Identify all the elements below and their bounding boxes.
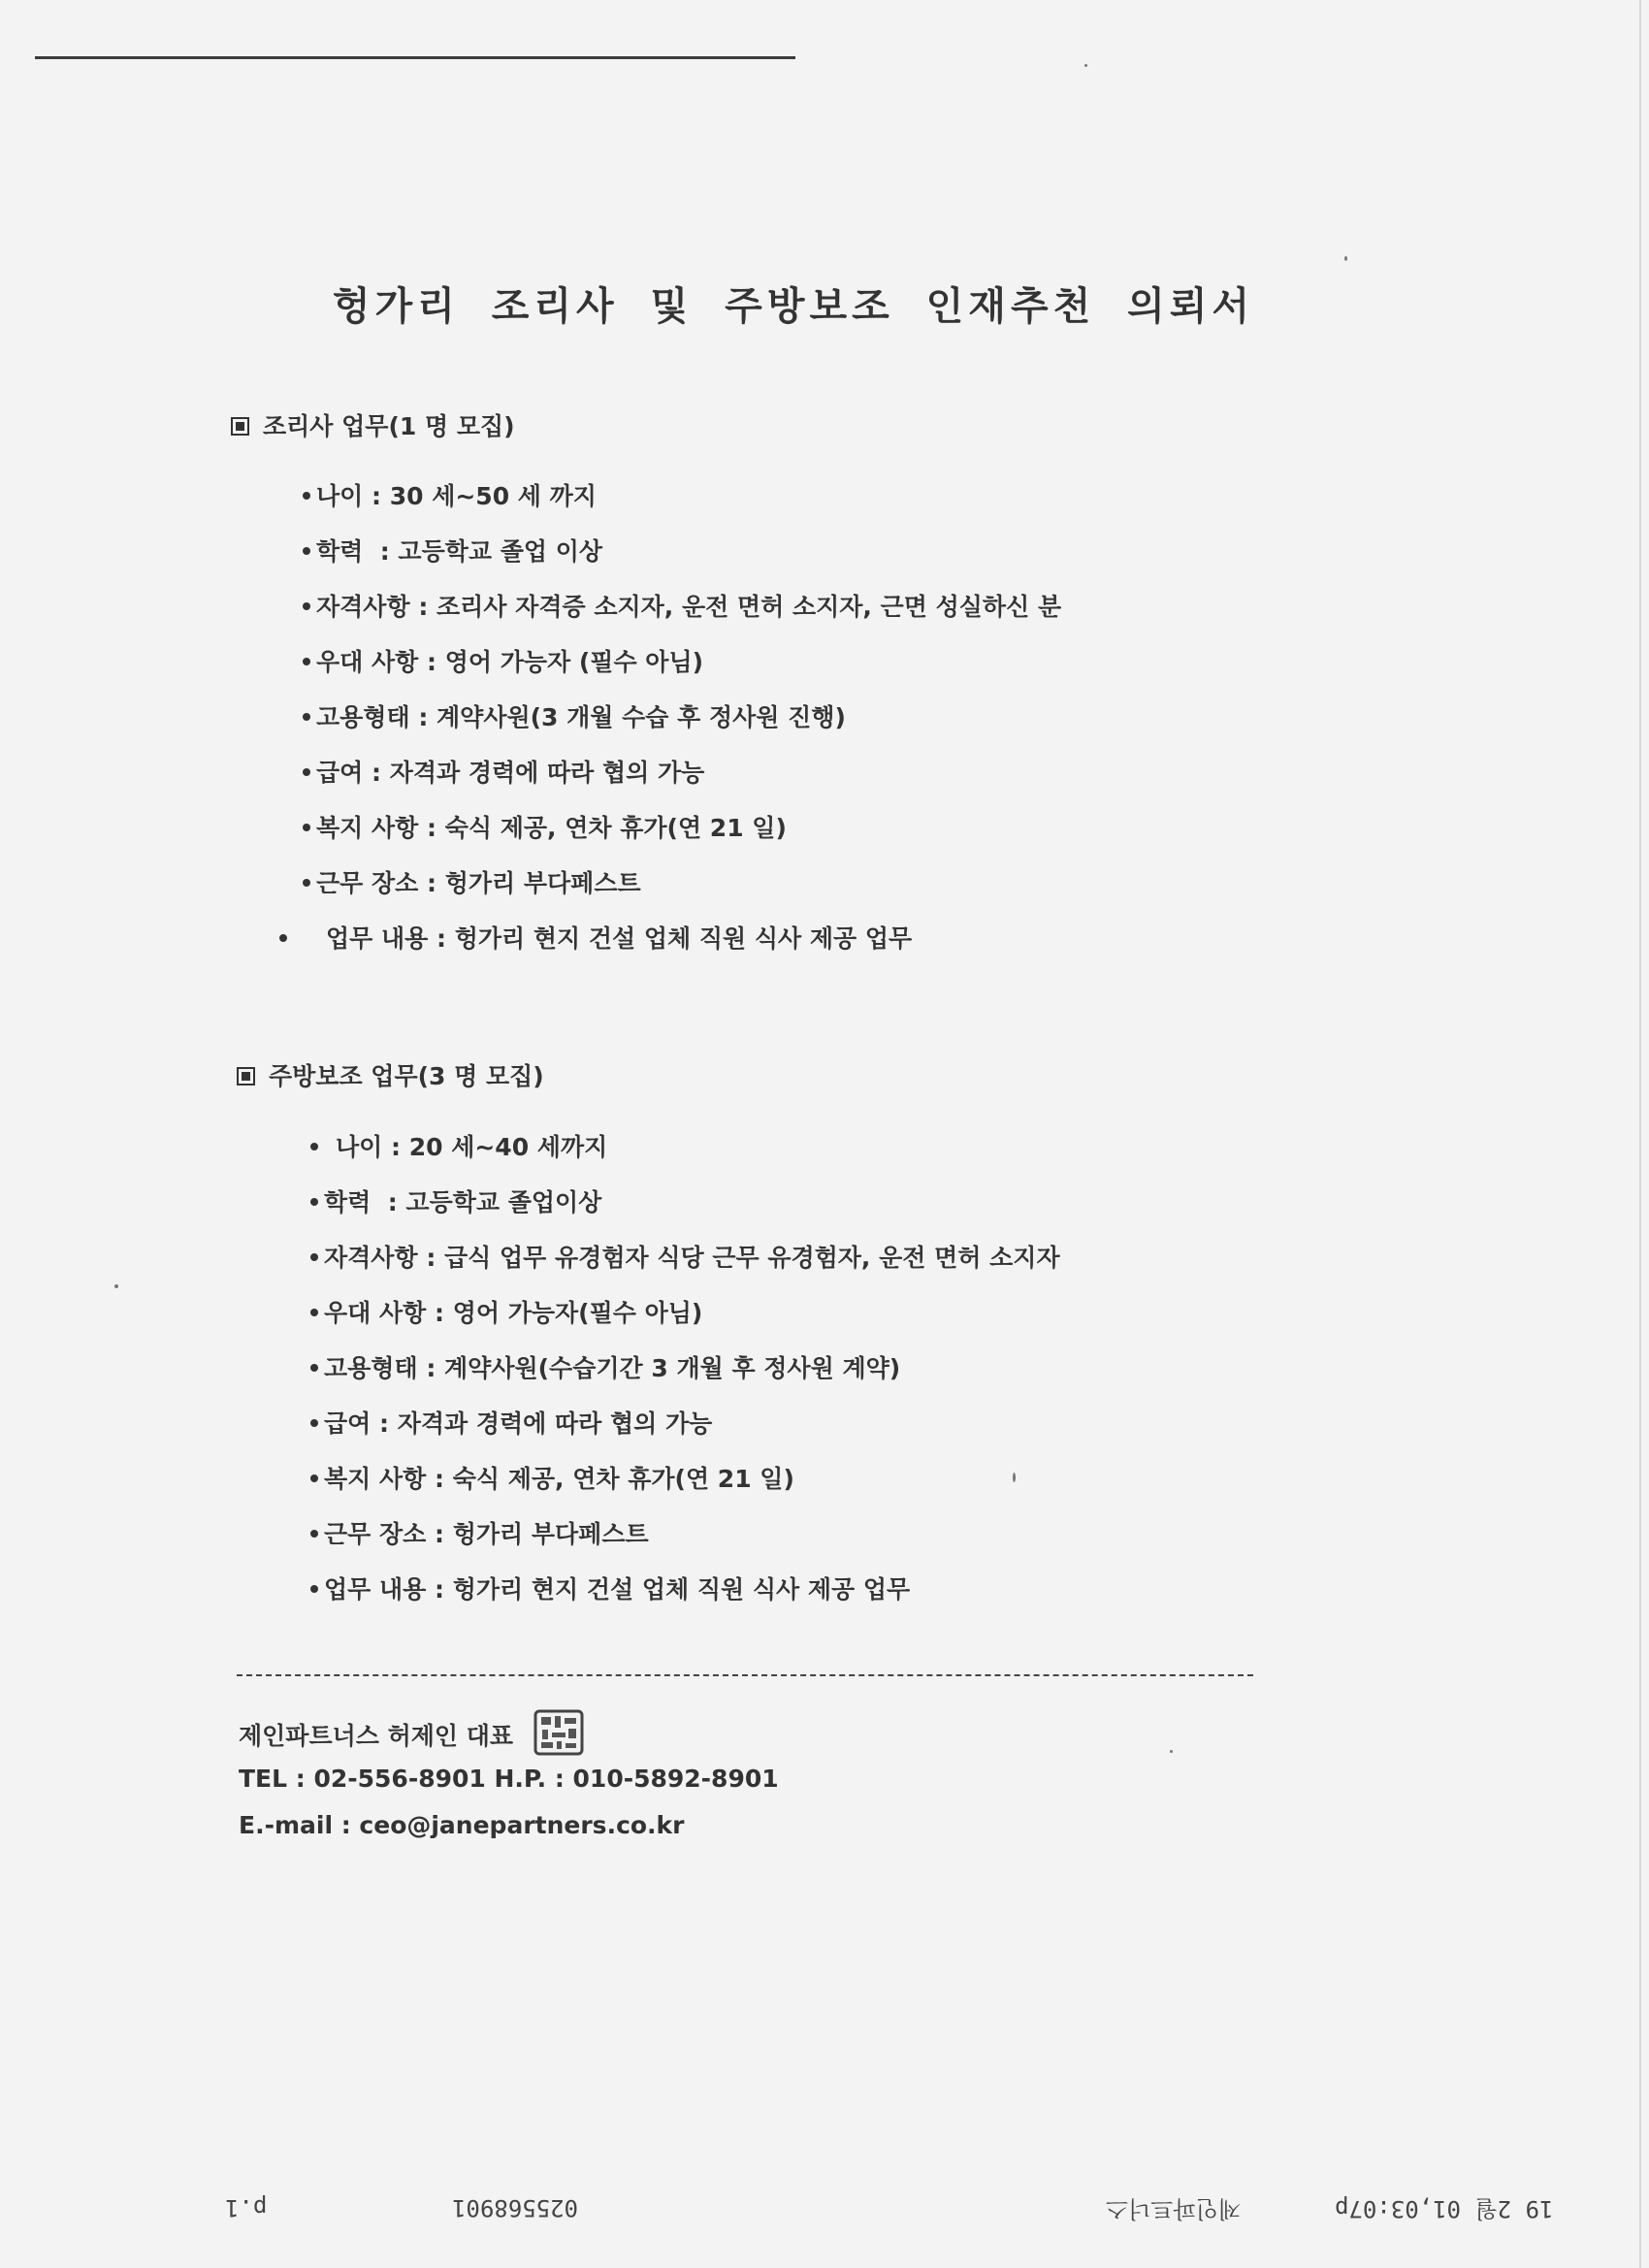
list-item xyxy=(303,745,1061,800)
fax-timestamp: 19 2월 01,03:07p xyxy=(1335,2195,1554,2222)
bullet-icon xyxy=(279,934,287,942)
square-bullet-icon xyxy=(237,1067,255,1085)
item-label: 복지 사항 xyxy=(316,814,419,842)
item-separator: : xyxy=(418,648,445,676)
item-value: 헝가리 현지 건설 업체 직원 식사 제공 업무 xyxy=(452,1575,911,1604)
item-label: 우대 사항 xyxy=(324,1299,427,1327)
section-heading-text: 주방보조 업무(3 명 모집) xyxy=(269,1062,544,1090)
item-separator: : xyxy=(426,1575,453,1604)
square-bullet-icon xyxy=(231,417,249,436)
item-label: 업무 내용 xyxy=(324,1575,427,1604)
bullet-icon xyxy=(310,1364,318,1372)
item-separator: : xyxy=(371,1188,406,1216)
scan-speck xyxy=(1344,256,1347,261)
item-label: 나이 xyxy=(336,1133,383,1161)
item-separator: : xyxy=(418,814,445,842)
item-label: 자격사항 xyxy=(316,593,410,621)
item-value: 고등학교 졸업 이상 xyxy=(398,537,603,566)
item-label: 우대 사항 xyxy=(316,648,419,676)
list-item xyxy=(310,1230,1060,1285)
list-item xyxy=(279,911,1061,966)
bullet-icon xyxy=(310,1419,318,1427)
item-label: 자격사항 xyxy=(324,1244,418,1272)
bullet-icon xyxy=(310,1253,318,1261)
item-value: 조리사 자격증 소지자, 운전 면허 소지자, 근면 성실하신 분 xyxy=(436,593,1062,621)
list-item xyxy=(310,1507,1060,1562)
item-separator: : xyxy=(417,1354,445,1382)
scan-speck xyxy=(1013,1473,1016,1482)
fax-number: 025568901 xyxy=(452,2194,579,2221)
item-separator: : xyxy=(426,1520,453,1548)
bullet-icon xyxy=(303,768,310,776)
section-heading-cook xyxy=(231,407,515,442)
bullet-icon xyxy=(303,658,310,665)
list-item xyxy=(303,800,1061,856)
item-separator: : xyxy=(417,1244,445,1272)
item-separator: : xyxy=(428,924,455,953)
contact-name: 제인파트너스 허제인 대표 xyxy=(239,1722,514,1750)
item-value: 숙식 제공, 연차 휴가(연 21 일) xyxy=(452,1465,794,1493)
contact-phone-line: TEL : 02-556-8901 H.P. : 010-5892-8901 xyxy=(239,1765,779,1793)
bullet-icon xyxy=(310,1198,318,1206)
list-item xyxy=(310,1562,1060,1617)
list-item xyxy=(310,1175,1060,1230)
bullet-icon xyxy=(310,1530,318,1538)
list-item xyxy=(310,1451,1060,1507)
item-value: 자격과 경력에 따라 협의 가능 xyxy=(397,1409,713,1438)
document-title: 헝가리 조리사 및 주방보조 인재추천 의뢰서 xyxy=(332,284,1255,329)
bullet-icon xyxy=(310,1309,318,1316)
item-value: 30 세~50 세 까지 xyxy=(389,482,597,510)
item-label: 학력 xyxy=(316,537,364,566)
item-value: 숙식 제공, 연차 휴가(연 21 일) xyxy=(444,814,787,842)
top-rule xyxy=(35,56,795,59)
item-label: 급여 xyxy=(316,759,364,787)
item-separator: : xyxy=(371,1409,398,1438)
bullet-icon xyxy=(303,602,310,610)
item-separator: : xyxy=(363,482,390,510)
fax-sender: 제인파트너스 xyxy=(1106,2195,1242,2222)
item-label: 근무 장소 xyxy=(324,1520,427,1548)
item-value: 계약사원(수습기간 3 개월 후 정사원 계약) xyxy=(444,1354,901,1382)
list-item xyxy=(310,1285,1060,1341)
item-value: 급식 업무 유경험자 식당 근무 유경험자, 운전 면허 소지자 xyxy=(444,1244,1060,1272)
item-label: 업무 내용 xyxy=(326,924,429,953)
contact-name-line xyxy=(239,1709,779,1756)
item-value: 영어 가능자 (필수 아님) xyxy=(444,648,704,676)
kitchen-assistant-requirements-list xyxy=(310,1119,1060,1617)
scan-speck xyxy=(1084,64,1087,67)
cook-requirements-list xyxy=(303,469,1061,966)
scan-speck xyxy=(114,1284,118,1288)
seal-stamp-icon xyxy=(534,1709,584,1756)
item-label: 학력 xyxy=(324,1188,372,1216)
item-value: 헝가리 부다페스트 xyxy=(452,1520,649,1548)
list-item xyxy=(303,524,1061,579)
list-item xyxy=(303,690,1061,745)
item-separator: : xyxy=(382,1133,409,1161)
contact-email-line: E.-mail : ceo@janepartners.co.kr xyxy=(239,1811,685,1839)
item-label: 나이 xyxy=(316,482,364,510)
bullet-icon xyxy=(303,492,310,500)
item-label: 복지 사항 xyxy=(324,1465,427,1493)
item-separator: : xyxy=(409,703,437,731)
list-item xyxy=(303,579,1061,634)
item-value: 영어 가능자(필수 아님) xyxy=(452,1299,703,1327)
list-item xyxy=(303,469,1061,524)
item-value: 고등학교 졸업이상 xyxy=(405,1188,602,1216)
bullet-icon xyxy=(310,1143,318,1150)
item-label: 고용형태 xyxy=(324,1354,418,1382)
item-separator: : xyxy=(363,759,390,787)
item-label: 근무 장소 xyxy=(316,869,419,897)
item-value: 20 세~40 세까지 xyxy=(408,1133,608,1161)
bullet-icon xyxy=(303,713,310,721)
list-item xyxy=(310,1396,1060,1451)
list-item xyxy=(303,634,1061,690)
scan-speck xyxy=(1170,1750,1173,1753)
item-separator: : xyxy=(426,1465,453,1493)
item-separator: : xyxy=(363,537,399,566)
item-label: 고용형태 xyxy=(316,703,410,731)
item-value: 자격과 경력에 따라 협의 가능 xyxy=(389,759,705,787)
scan-edge xyxy=(1639,0,1641,2268)
section-heading-kitchen-assistant xyxy=(237,1057,544,1092)
contact-block xyxy=(239,1709,779,1849)
item-value: 헝가리 현지 건설 업체 직원 식사 제공 업무 xyxy=(454,924,913,953)
dashed-divider xyxy=(237,1674,1253,1676)
list-item xyxy=(303,856,1061,911)
bullet-icon xyxy=(310,1585,318,1593)
list-item xyxy=(310,1341,1060,1396)
fax-page-number: p.1 xyxy=(225,2194,268,2221)
bullet-icon xyxy=(303,547,310,555)
fax-header-strip xyxy=(0,2194,1649,2229)
bullet-icon xyxy=(303,824,310,831)
item-value: 헝가리 부다페스트 xyxy=(444,869,641,897)
list-item xyxy=(310,1119,1060,1175)
item-separator: : xyxy=(409,593,437,621)
item-label: 급여 xyxy=(324,1409,372,1438)
bullet-icon xyxy=(310,1474,318,1482)
section-heading-text: 조리사 업무(1 명 모집) xyxy=(263,412,515,440)
item-value: 계약사원(3 개월 수습 후 정사원 진행) xyxy=(436,703,846,731)
item-separator: : xyxy=(418,869,445,897)
item-separator: : xyxy=(426,1299,453,1327)
bullet-icon xyxy=(303,879,310,887)
